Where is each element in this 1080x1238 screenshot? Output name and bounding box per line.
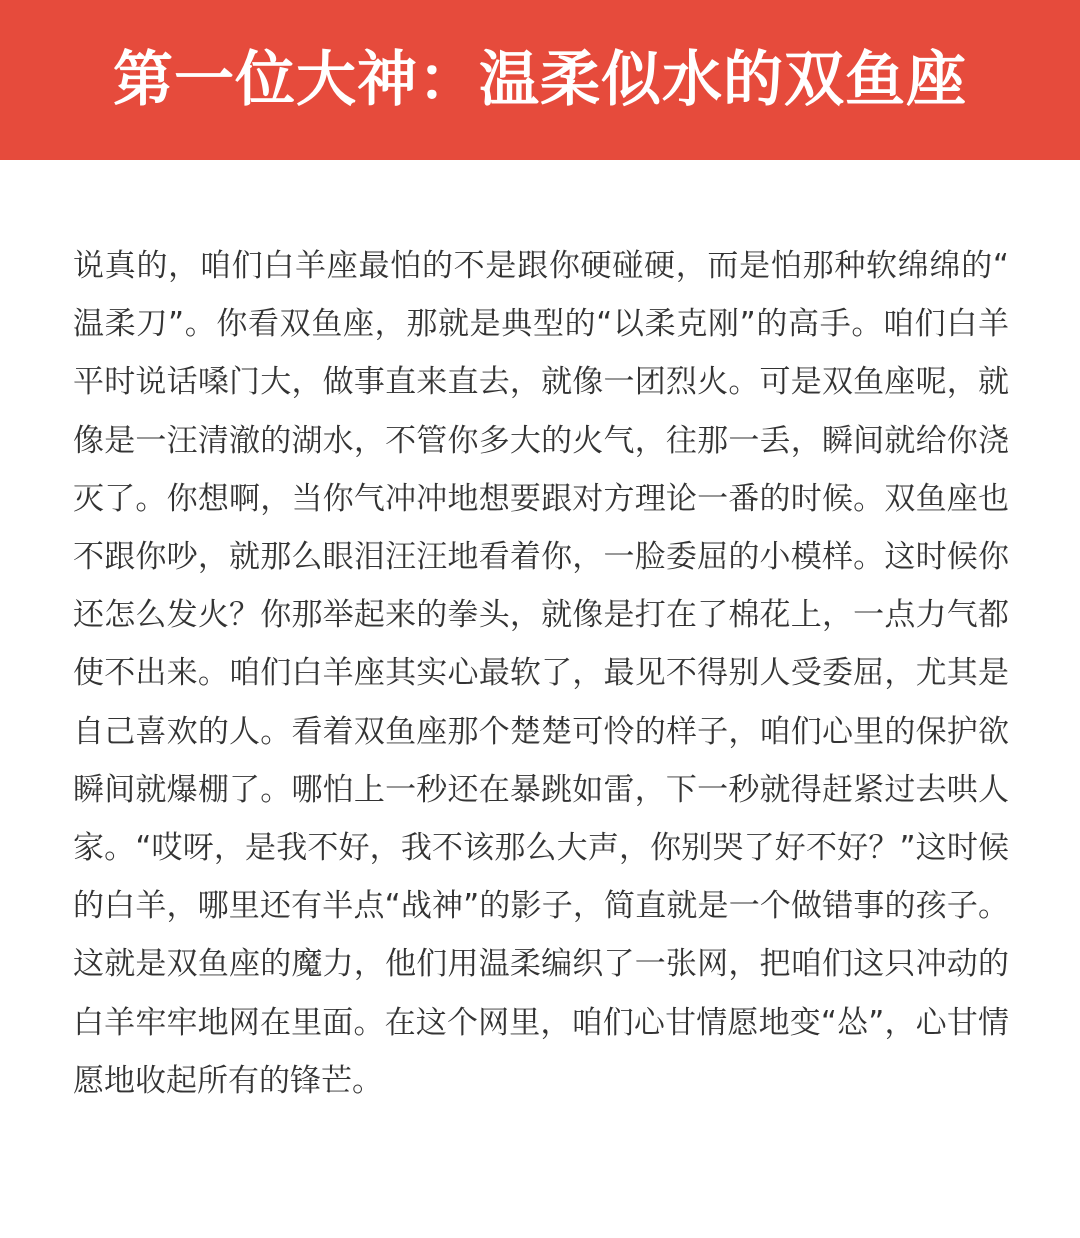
title-banner bbox=[0, 0, 1080, 160]
page-title: 第一位大神：温柔似水的双鱼座 bbox=[113, 45, 967, 115]
article-paragraph: 说真的，咱们白羊座最怕的不是跟你硬碰硬，而是怕那种软绵绵的“温柔刀”。你看双鱼座，那就是典型的“以柔克刚”的高手。咱们白羊平时说话嗓门大，做事直来直去，就像一团烈火。可是双鱼座呢，就像是一汪清澈的湖水，不管你多大的火气，往那一丢，瞬间就给你浇灭了。你想啊，当你气冲冲地想要跟对方理论一番的时候。双鱼座也不跟你吵，就那么眼泪汪汪地看着你，一脸委屈的小模样。这时候你还怎么发火？你那举起来的拳头，就像是打在了棉花上，一点力气都使不出来。咱们白羊座其实心最软了，最见不得别人受委屈，尤其是自己喜欢的人。看着双鱼座那个楚楚可怜的样子，咱们心里的保护欲瞬间就爆棚了。哪怕上一秒还在暴跳如雷，下一秒就得赶紧过去哄人家。“哎呀，是我不好，我不该那么大声，你别哭了好不好？”这时候的白羊，哪里还有半点“战神”的影子，简直就是一个做错事的孩子。这就是双鱼座的魔力，他们用温柔编织了一张网，把咱们这只冲动的白羊牢牢地网在里面。在这个网里，咱们心甘情愿地变“怂”，心甘情愿地收起所有的锋芒。 bbox=[73, 248, 1009, 1099]
